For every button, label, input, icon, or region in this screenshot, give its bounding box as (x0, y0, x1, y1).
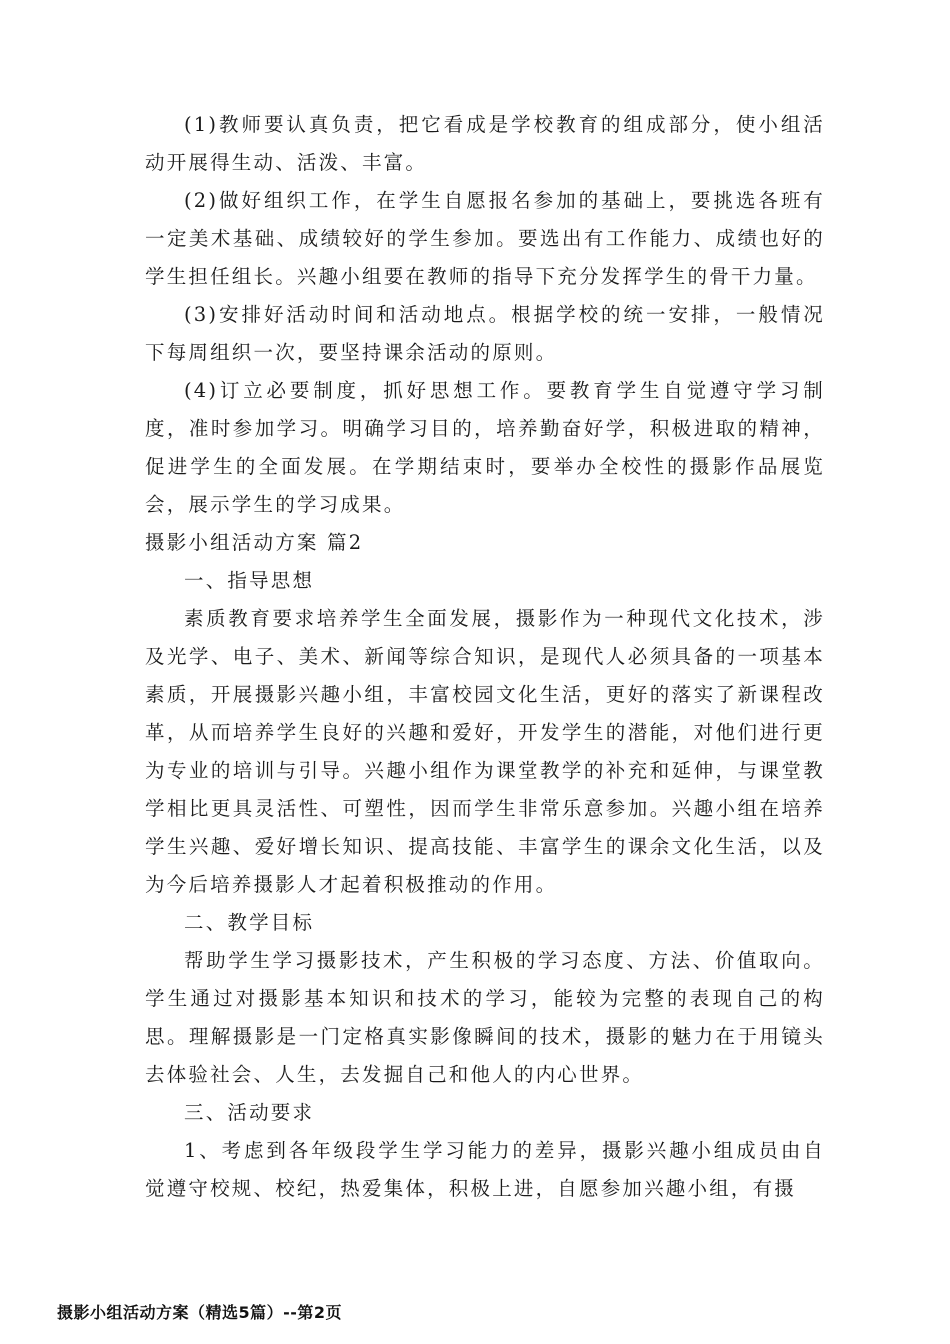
paragraph-4: (4)订立必要制度，抓好思想工作。要教育学生自觉遵守学习制度，准时参加学习。明确学习目的，培养勤奋好学，积极进取的精神，促进学生的全面发展。在学期结束时，要举办全校性的摄影作品展览会，展示学生的学习成果。 (145, 379, 825, 516)
page-footer: 摄影小组活动方案（精选5篇）--第2页 (57, 1303, 343, 1322)
paragraph-3: (3)安排好活动时间和活动地点。根据学校的统一安排，一般情况下每周组织一次，要坚持课余活动的原则。 (145, 303, 825, 364)
paragraph-teaching-goals: 帮助学生学习摄影技术，产生积极的学习态度、方法、价值取向。学生通过对摄影基本知识和技术的学习，能较为完整的表现自己的构思。理解摄影是一门定格真实影像瞬间的技术，摄影的魅力在于用镜头去体验社会、人生，去发掘自己和他人的内心世界。 (145, 949, 825, 1086)
section-heading-activity-requirements: 三、活动要求 (184, 1101, 315, 1124)
section-heading-guiding-thought: 一、指导思想 (184, 569, 315, 592)
paragraph-2: (2)做好组织工作，在学生自愿报名参加的基础上，要挑选各班有一定美术基础、成绩较好的学生参加。要选出有工作能力、成绩也好的学生担任组长。兴趣小组要在教师的指导下充分发挥学生的骨干力量。 (145, 189, 825, 288)
article-heading: 摄影小组活动方案 篇2 (145, 531, 364, 554)
paragraph-activity-requirements: 1、考虑到各年级段学生学习能力的差异，摄影兴趣小组成员由自觉遵守校规、校纪，热爱集体，积极上进，自愿参加兴趣小组，有摄 (145, 1139, 825, 1200)
paragraph-guiding-thought: 素质教育要求培养学生全面发展，摄影作为一种现代文化技术，涉及光学、电子、美术、新闻等综合知识，是现代人必须具备的一项基本素质，开展摄影兴趣小组，丰富校园文化生活，更好的落实了新课程改革，从而培养学生良好的兴趣和爱好，开发学生的潜能，对他们进行更为专业的培训与引导。兴趣小组作为课堂教学的补充和延伸，与课堂教学相比更具灵活性、可塑性，因而学生非常乐意参加。兴趣小组在培养学生兴趣、爱好增长知识、提高技能、丰富学生的课余文化生活，以及为今后培养摄影人才起着积极推动的作用。 (145, 607, 825, 896)
document-body (145, 106, 825, 1208)
section-heading-teaching-goals: 二、教学目标 (184, 911, 315, 934)
paragraph-1: (1)教师要认真负责，把它看成是学校教育的组成部分，使小组活动开展得生动、活泼、丰富。 (145, 113, 825, 174)
